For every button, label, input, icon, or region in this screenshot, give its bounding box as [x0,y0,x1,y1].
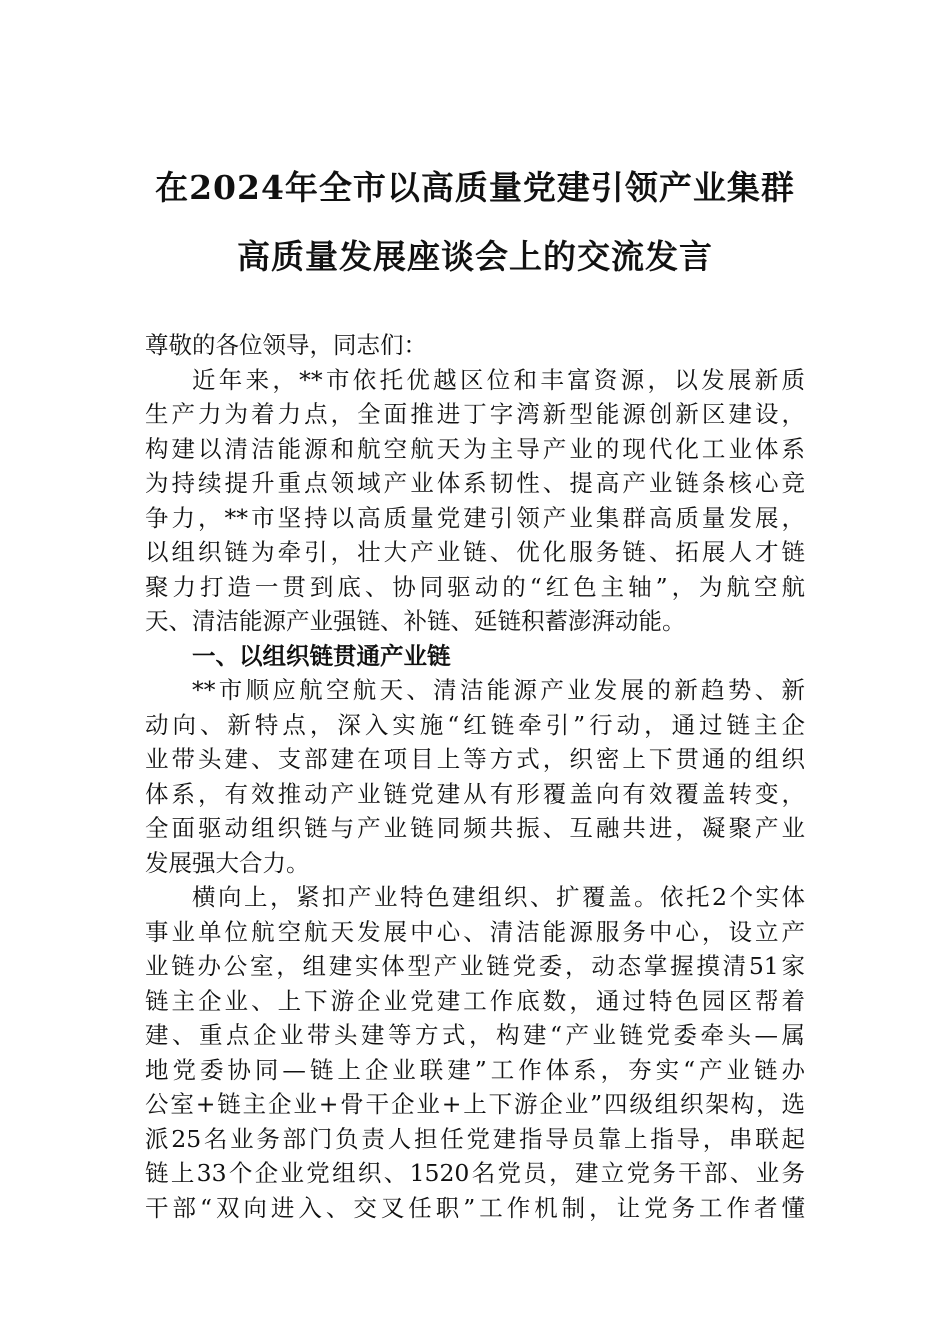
body-text-line: 构建以清洁能源和航空航天为主导产业的现代化工业体系 [145,434,805,463]
body-text-line: 生产力为着力点，全面推进丁字湾新型能源创新区建设， [145,400,805,428]
body-text-line: 公室+链主企业+骨干企业+上下游企业”四级组织架构，选 [145,1090,805,1118]
document-title-line-1: 在2024年全市以高质量党建引领产业集群 [155,168,795,207]
body-text-line: 事业单位航空航天发展中心、清洁能源服务中心，设立产 [145,917,805,946]
body-text-line: 链上33个企业党组织、1520名党员，建立党务干部、业务 [145,1159,805,1187]
body-text-line: 发展强大合力。 [145,848,310,877]
body-text-line: 干部“双向进入、交叉任职”工作机制，让党务工作者懂 [145,1193,805,1222]
body-text-line: 业链办公室，组建实体型产业链党委，动态掌握摸清51家 [145,952,805,980]
body-text-line: 动向、新特点，深入实施“红链牵引”行动，通过链主企 [145,710,805,739]
body-text-line: 聚力打造一贯到底、协同驱动的“红色主轴”，为航空航 [145,572,805,601]
body-text-line: **市顺应航空航天、清洁能源产业发展的新趋势、新 [192,676,805,704]
body-text-line: 争力，**市坚持以高质量党建引领产业集群高质量发展， [145,503,805,532]
body-text-line: 体系，有效推动产业链党建从有形覆盖向有效覆盖转变， [145,779,805,808]
body-text-line: 近年来，**市依托优越区位和丰富资源，以发展新质 [192,365,805,394]
body-text-line: 横向上，紧扣产业特色建组织、扩覆盖。依托2个实体 [192,883,805,911]
body-text-line: 以组织链为牵引，壮大产业链、优化服务链、拓展人才链 [145,538,805,566]
body-text-line: 派25名业务部门负责人担任党建指导员靠上指导，串联起 [145,1124,805,1153]
body-text-line: 业带头建、支部建在项目上等方式，织密上下贯通的组织 [145,745,805,773]
document-title-line-2: 高质量发展座谈会上的交流发言 [237,237,713,276]
body-text-line: 建、重点企业带头建等方式，构建“产业链党委牵头—属 [145,1021,805,1049]
body-text-line: 尊敬的各位领导，同志们： [145,331,427,359]
body-text-line: 为持续提升重点领域产业体系韧性、提高产业链条核心竞 [145,469,805,497]
body-text-line: 天、清洁能源产业强链、补链、延链积蓄澎湃动能。 [145,607,686,635]
document-body [145,328,805,1225]
body-text-line: 链主企业、上下游企业党建工作底数，通过特色园区帮着 [145,986,805,1015]
body-text-line: 全面驱动组织链与产业链同频共振、互融共进，凝聚产业 [145,814,805,842]
body-text-line: 地党委协同—链上企业联建”工作体系，夯实“产业链办 [145,1055,805,1084]
section-heading: 一、以组织链贯通产业链 [192,641,451,670]
